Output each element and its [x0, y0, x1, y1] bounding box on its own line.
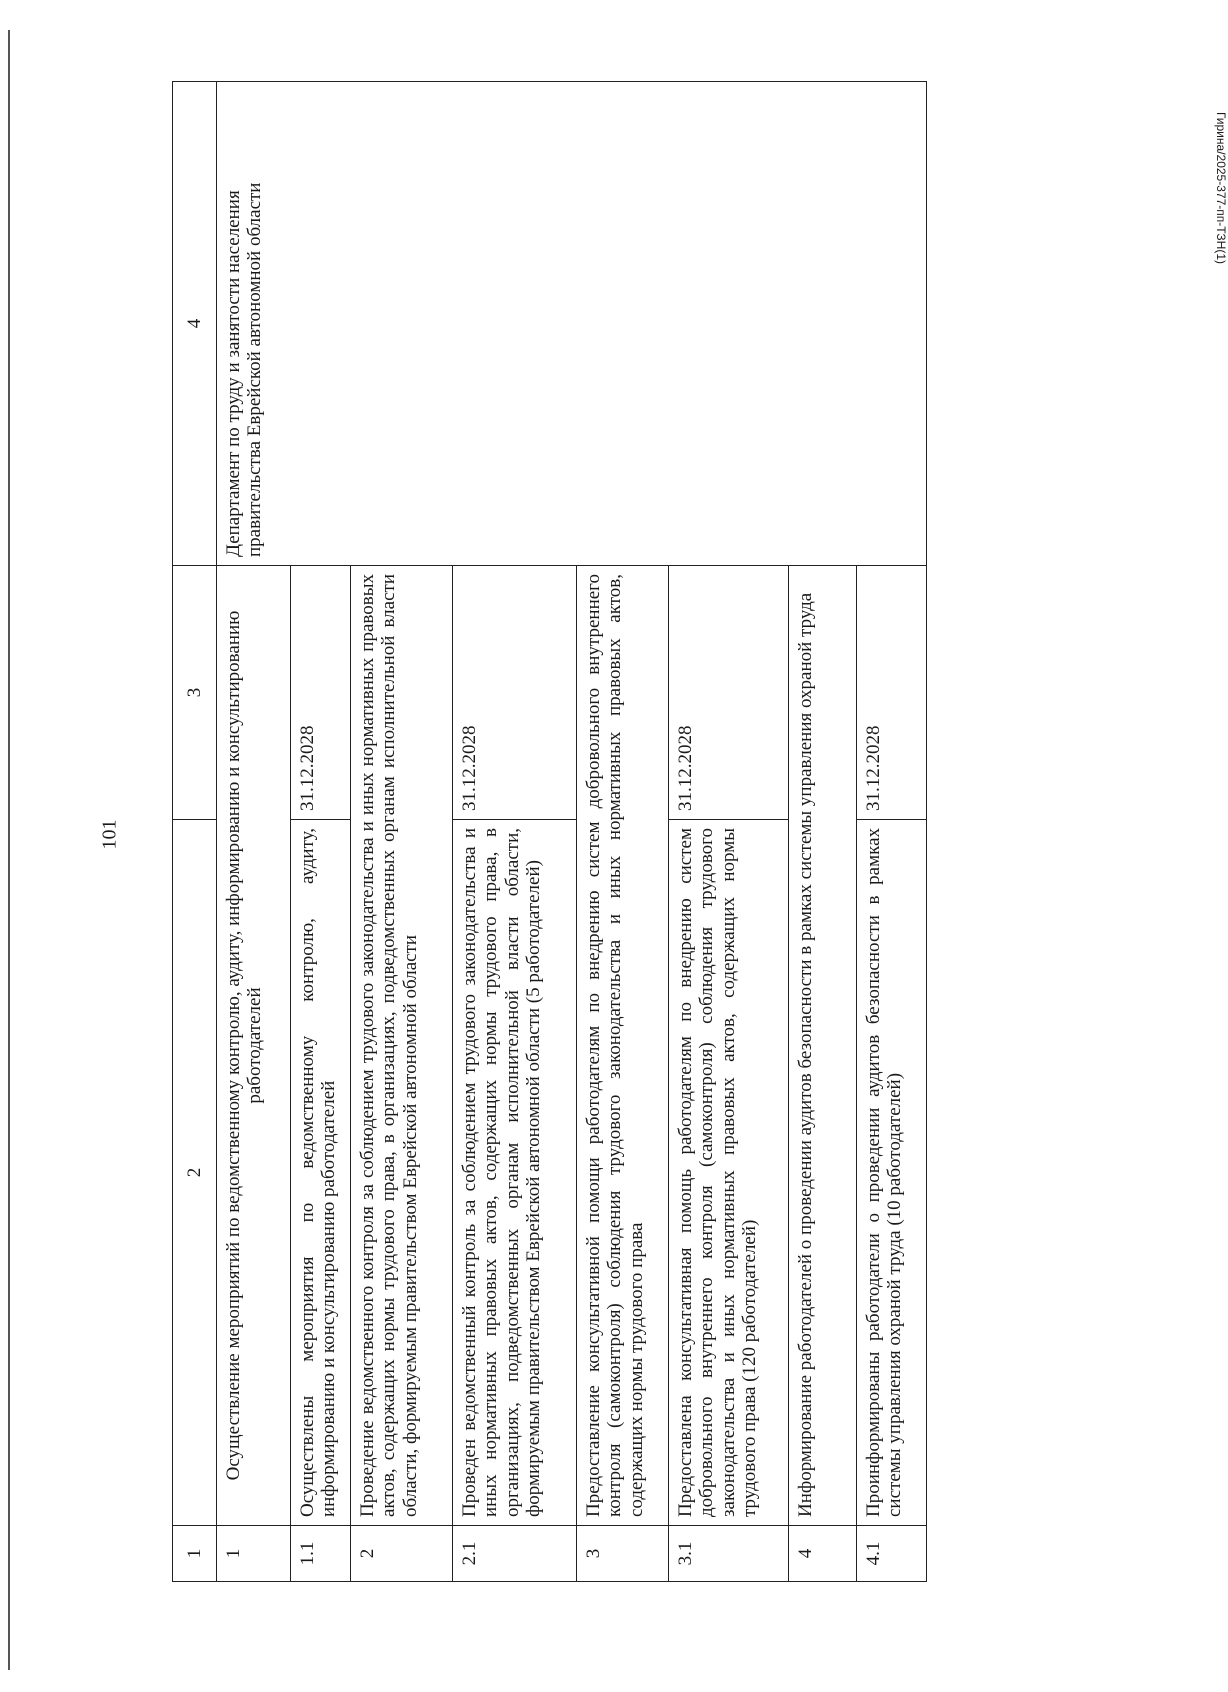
row-text: Предоставлена консультативная помощь работодателям по внедрению систем добровольного внутреннего контроля (самоконтроля) соблюдения трудового законодательства и иных нормативных правовых актов, содержащих нормы трудового права (120 работодателей)	[669, 820, 789, 1526]
table-header-row	[173, 82, 217, 1582]
row-number: 2.1	[453, 1526, 577, 1582]
responsible-cell: Департамент по труду и занятости населения правительства Еврейской автономной области	[217, 82, 927, 566]
rotated-table-container	[172, 82, 1072, 1582]
header-cell-4: 4	[173, 82, 217, 566]
row-number: 4.1	[857, 1526, 927, 1582]
row-text: Проведение ведомственного контроля за соблюдением трудового законодательства и иных нормативных правовых актов, содержащих нормы трудового права, в организациях, подведомственных органам исполнительной власти области, формируемым правительством Еврейской автономной области	[351, 566, 453, 1526]
row-number: 3.1	[669, 1526, 789, 1582]
row-date: 31.12.2028	[291, 566, 351, 820]
page-number: 101	[98, 819, 121, 850]
row-text: Предоставление консультативной помощи работодателям по внедрению систем добровольного внутреннего контроля (самоконтроля) соблюдения трудового законодательства и иных нормативных правовых актов, содержащих нормы трудового права	[577, 566, 669, 1526]
row-number: 4	[789, 1526, 857, 1582]
document-code: Гирина/2025-377-пп-ТЗН(1)	[1214, 111, 1228, 264]
header-cell-1: 1	[173, 1526, 217, 1582]
table-row	[217, 82, 291, 1582]
row-text: Информирование работодателей о проведении аудитов безопасности в рамках системы управления охраной труда	[789, 566, 857, 1526]
scan-edge-line	[8, 30, 10, 1670]
row-number: 3	[577, 1526, 669, 1582]
row-text: Осуществление мероприятий по ведомственному контролю, аудиту, информированию и консультированию работодателей	[217, 566, 291, 1526]
row-text: Проинформированы работодатели о проведении аудитов безопасности в рамках системы управления охраной труда (10 работодателей)	[857, 820, 927, 1526]
header-cell-2: 2	[173, 820, 217, 1526]
row-date: 31.12.2028	[857, 566, 927, 820]
header-cell-3: 3	[173, 566, 217, 820]
row-text: Проведен ведомственный контроль за соблюдением трудового законодательства и иных нормативных правовых актов, содержащих нормы трудового права, в организациях, подведомственных органам исполнительной власти области, формируемым правительством Еврейской автономной области (5 работодателей)	[453, 820, 577, 1526]
measures-table	[172, 81, 927, 1582]
row-date: 31.12.2028	[453, 566, 577, 820]
row-number: 1	[217, 1526, 291, 1582]
row-number: 2	[351, 1526, 453, 1582]
row-text: Осуществлены мероприятия по ведомственному контролю, аудиту, информированию и консультированию работодателей	[291, 820, 351, 1526]
row-date: 31.12.2028	[669, 566, 789, 820]
row-number: 1.1	[291, 1526, 351, 1582]
